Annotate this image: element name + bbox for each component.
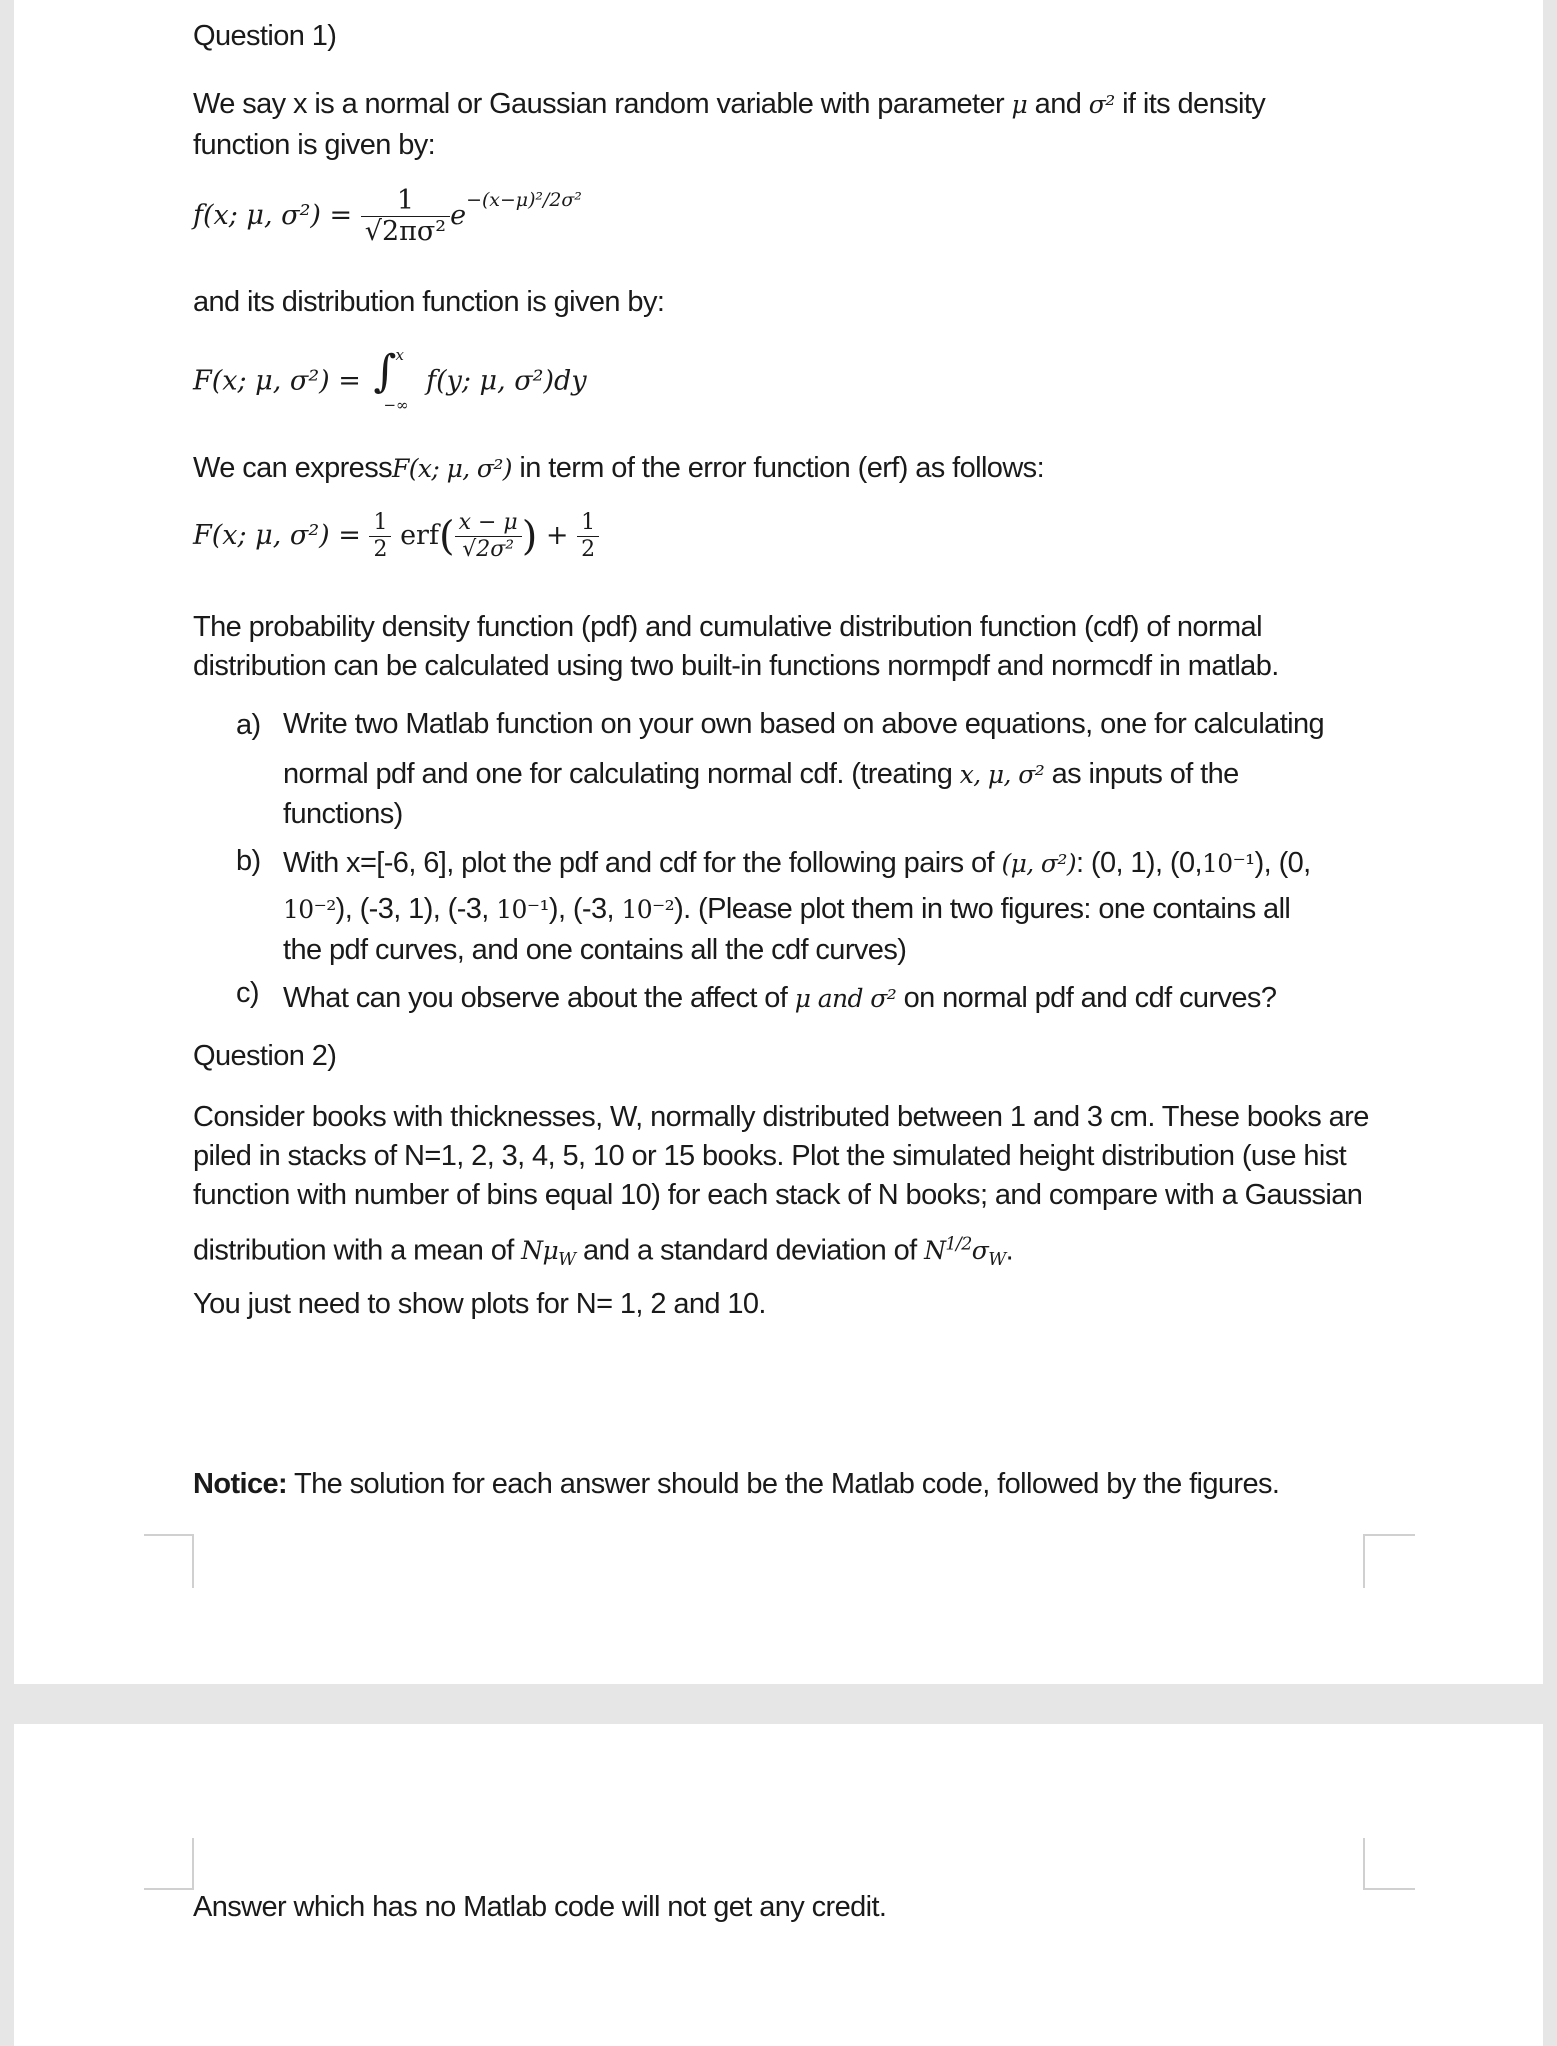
- item-c-label: c): [236, 977, 259, 1009]
- item-a-line-1: Write two Matlab function on your own based on above equations, one for calculating: [283, 708, 1325, 740]
- document-page-1: [14, 0, 1543, 1684]
- express-line: We can expressF(x; μ, σ²) in term of the error function (erf) as follows:: [193, 452, 1045, 484]
- pdf-equation: f(x; μ, σ²) = $\frac{1}{\text{√2πσ²}}$ $e^{-(x-\mu)^2/2\sigma^2}$: [193, 185, 582, 247]
- distribution-text: and its distribution function is given by:: [193, 286, 665, 318]
- q2-line-1: Consider books with thicknesses, W, normally distributed between 1 and 3 cm. These books are: [193, 1101, 1369, 1133]
- item-b-line-1: With x=[-6, 6], plot the pdf and cdf for the following pairs of (μ, σ²): (0, 1), (0,10⁻¹), (0,: [283, 847, 1311, 879]
- item-c-line-1: What can you observe about the affect of μ and σ² on normal pdf and cdf curves?: [283, 982, 1277, 1014]
- intro-line-1: We say x is a normal or Gaussian random variable with parameter μ and σ² if its density: [193, 88, 1266, 120]
- page-corner-mark: [1363, 1534, 1415, 1588]
- paragraph-line-1: The probability density function (pdf) and cumulative distribution function (cdf) of normal: [193, 611, 1262, 643]
- show-plots-text: You just need to show plots for N= 1, 2 and 10.: [193, 1288, 766, 1320]
- document-page-2: [14, 1724, 1543, 2046]
- item-b-line-2: 10⁻²), (-3, 1), (-3, 10⁻¹), (-3, 10⁻²). (Please plot them in two figures: one contains all: [283, 893, 1291, 925]
- intro-line-2: function is given by:: [193, 129, 436, 161]
- q2-line-4: distribution with a mean of $N\mu_W$ and a standard deviation of $N^{1/2}\sigma_W$.: [193, 1234, 1014, 1271]
- page-corner-mark: [1363, 1838, 1415, 1890]
- item-a-line-2: normal pdf and one for calculating normal cdf. (treating x, μ, σ² as inputs of the: [283, 758, 1239, 790]
- page-corner-mark: [144, 1838, 194, 1890]
- item-a-line-3: functions): [283, 798, 403, 830]
- question-1-heading: Question 1): [193, 20, 337, 52]
- cdf-equation: F(x; μ, σ²) = ∫ x −∞ f(y; μ, σ²)dy: [193, 346, 587, 414]
- item-b-label: b): [236, 845, 261, 877]
- q2-line-3: function with number of bins equal 10) for each stack of N books; and compare with a Gaussian: [193, 1179, 1363, 1211]
- credit-line: Answer which has no Matlab code will not get any credit.: [193, 1891, 887, 1923]
- erf-equation: F(x; μ, σ²) = $\frac{1}{2}$ erf( $\frac{x - \mu}{\text{√2σ²}}$ ) + $\frac{1}{2}$: [193, 510, 599, 563]
- item-a-label: a): [236, 709, 261, 741]
- paragraph-line-2: distribution can be calculated using two built-in functions normpdf and normcdf in matlab.: [193, 650, 1279, 682]
- question-2-heading: Question 2): [193, 1040, 337, 1072]
- q2-line-2: piled in stacks of N=1, 2, 3, 4, 5, 10 or 15 books. Plot the simulated height distribution (use hist: [193, 1140, 1347, 1172]
- notice-line: Notice: The solution for each answer should be the Matlab code, followed by the figures.: [193, 1468, 1280, 1500]
- item-b-line-3: the pdf curves, and one contains all the cdf curves): [283, 934, 907, 966]
- page-corner-mark: [144, 1534, 194, 1588]
